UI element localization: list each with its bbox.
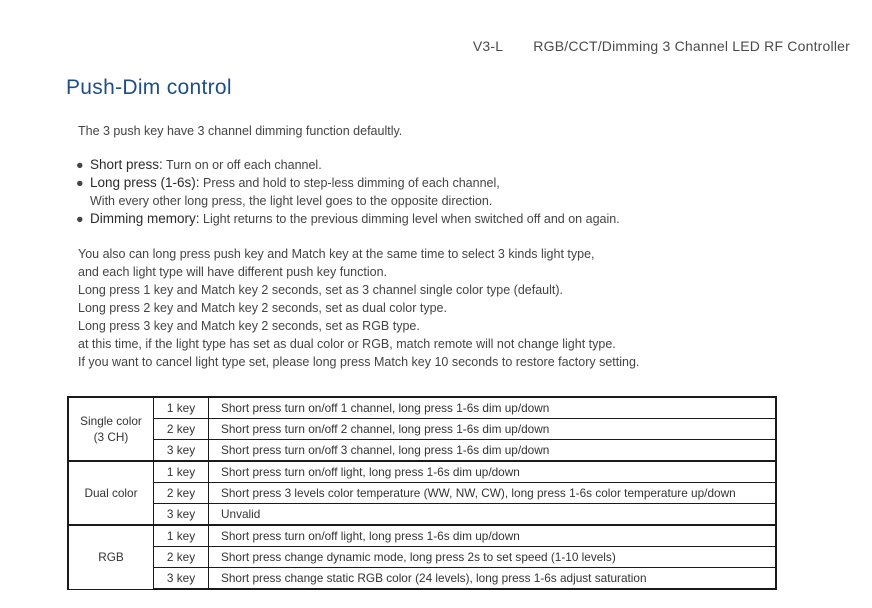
table-row: [68, 483, 776, 504]
paragraph-line: at this time, if the light type has set as dual color or RGB, match remote will not change light type.: [78, 337, 616, 351]
light-type-label: Single color: [80, 414, 142, 428]
table-row: [68, 419, 776, 440]
paragraph-line: and each light type will have different push key function.: [78, 265, 387, 279]
bullet-continuation: [78, 192, 620, 210]
bullet-item: [78, 174, 620, 192]
table-row: [68, 504, 776, 526]
bullet-icon: ●: [76, 212, 84, 226]
light-type-cell: [68, 397, 154, 461]
table-row: [68, 440, 776, 462]
section-title: Push-Dim control: [66, 76, 232, 99]
key-cell: 1 key: [154, 461, 209, 483]
key-cell: 3 key: [154, 568, 209, 590]
table-row: [68, 397, 776, 419]
paragraph-line: If you want to cancel light type set, please long press Match key 10 seconds to restore factory setting.: [78, 355, 640, 369]
key-cell: 2 key: [154, 419, 209, 440]
light-type-label: Dual color: [84, 486, 138, 500]
light-type-label: RGB: [98, 550, 124, 565]
table-row: [68, 461, 776, 483]
bullet-item: [78, 210, 620, 228]
bullet-text: Press and hold to step-less dimming of each channel,: [199, 176, 500, 190]
bullet-item: [78, 156, 620, 174]
paragraph-line: Long press 3 key and Match key 2 seconds, set as RGB type.: [78, 319, 420, 333]
function-cell: Short press turn on/off light, long press 1-6s dim up/down: [209, 461, 777, 483]
product-name: RGB/CCT/Dimming 3 Channel LED RF Controller: [533, 38, 850, 54]
key-cell: 2 key: [154, 547, 209, 568]
function-cell: Short press turn on/off 1 channel, long press 1-6s dim up/down: [209, 397, 777, 419]
table-row: [68, 547, 776, 568]
model-code: V3-L: [472, 38, 504, 54]
paragraph-line: Long press 2 key and Match key 2 seconds, set as dual color type.: [78, 301, 447, 315]
key-cell: 3 key: [154, 504, 209, 526]
light-type-cell: [68, 525, 154, 589]
light-type-paragraph: [78, 245, 639, 371]
function-cell: Short press change dynamic mode, long press 2s to set speed (1-10 levels): [209, 547, 777, 568]
bullet-icon: ●: [76, 176, 84, 190]
paragraph-line: Long press 1 key and Match key 2 seconds, set as 3 channel single color type (default).: [78, 283, 563, 297]
table-row: [68, 525, 776, 547]
light-type-sublabel: (3 CH): [93, 430, 129, 444]
function-cell: Short press turn on/off 2 channel, long press 1-6s dim up/down: [209, 419, 777, 440]
intro-text: The 3 push key have 3 channel dimming function defaultly.: [78, 124, 403, 138]
table-row: [68, 568, 776, 590]
light-type-cell: [68, 461, 154, 525]
bullet-term: Short press:: [90, 157, 163, 172]
bullet-text: Turn on or off each channel.: [162, 158, 322, 172]
key-cell: 1 key: [154, 525, 209, 547]
key-cell: 2 key: [154, 483, 209, 504]
function-cell: Short press turn on/off 3 channel, long press 1-6s dim up/down: [209, 440, 777, 462]
function-cell: Unvalid: [209, 504, 777, 526]
function-cell: Short press turn on/off light, long press 1-6s dim up/down: [209, 525, 777, 547]
bullet-term: Long press (1-6s):: [90, 175, 200, 190]
bullet-term: Dimming memory:: [90, 211, 200, 226]
paragraph-line: You also can long press push key and Match key at the same time to select 3 kinds light type,: [78, 247, 595, 261]
bullet-text: Light returns to the previous dimming level when switched off and on again.: [199, 212, 620, 226]
bullet-continuation-text: With every other long press, the light level goes to the opposite direction.: [90, 194, 493, 208]
bullet-list: [78, 156, 620, 228]
function-cell: Short press 3 levels color temperature (WW, NW, CW), long press 1-6s color temperature up/down: [209, 483, 777, 504]
function-cell: Short press change static RGB color (24 levels), long press 1-6s adjust saturation: [209, 568, 777, 590]
page-header: [473, 38, 850, 54]
key-function-table: [67, 396, 777, 590]
bullet-icon: ●: [76, 158, 84, 172]
key-cell: 1 key: [154, 397, 209, 419]
key-cell: 3 key: [154, 440, 209, 462]
